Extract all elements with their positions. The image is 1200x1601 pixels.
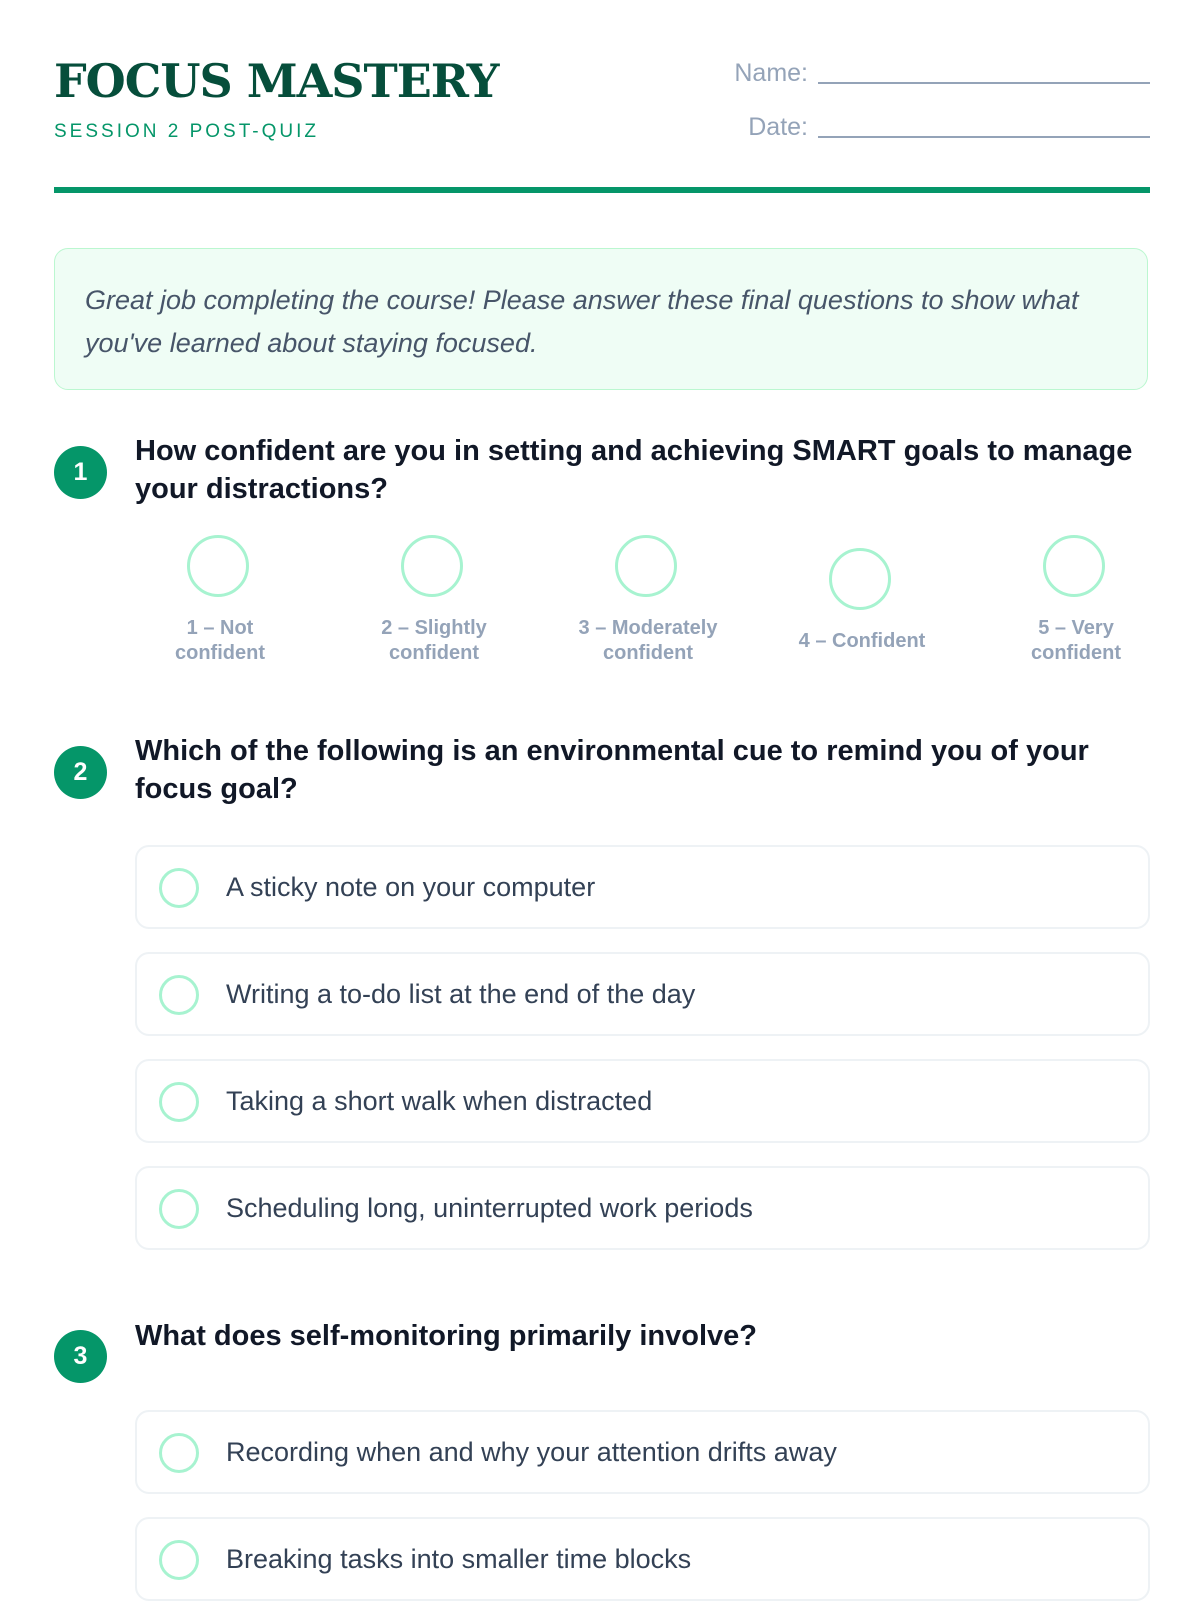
scale-label: 3 – Moderately confident [578,617,718,664]
answer-option[interactable] [135,1166,1150,1250]
answer-option[interactable] [135,1410,1150,1494]
radio-circle-icon[interactable] [159,1082,199,1122]
radio-circle-icon[interactable] [159,1540,199,1580]
page-subtitle: SESSION 2 POST-QUIZ [54,121,319,142]
answer-option[interactable] [135,1059,1150,1143]
answer-label: Taking a short walk when distracted [226,1085,653,1116]
confidence-scale [135,535,1150,675]
scale-label: 4 – Confident [798,630,926,652]
radio-circle-icon[interactable] [159,868,199,908]
intro-text: Great job completing the course! Please answer these final questions to show what you've learned about staying focused. [85,285,1079,358]
name-field [734,58,1150,88]
question-text: What does self-monitoring primarily involve? [135,1320,757,1352]
answer-label: Recording when and why your attention drifts away [226,1436,837,1467]
date-input-line[interactable] [818,135,1150,138]
answer-label: Scheduling long, uninterrupted work periods [226,1192,753,1223]
date-label: Date: [748,113,808,141]
page-title: FOCUS MASTERY [54,54,499,108]
quiz-header [54,0,1150,194]
name-input-line[interactable] [818,81,1150,84]
answer-option[interactable] [135,845,1150,929]
radio-circle-icon[interactable] [401,535,463,597]
answer-label: A sticky note on your computer [226,871,596,902]
question-text: Which of the following is an environmental cue to remind you of your focus goal? [135,735,1089,805]
radio-circle-icon[interactable] [615,535,677,597]
scale-label: 2 – Slightly confident [381,617,487,664]
radio-circle-icon[interactable] [159,1189,199,1229]
date-field [748,112,1150,142]
radio-circle-icon[interactable] [159,975,199,1015]
header-divider [54,187,1150,193]
quiz-page [54,0,1150,1574]
answer-option[interactable] [135,952,1150,1036]
intro-box [54,248,1148,390]
scale-option-2[interactable] [349,535,519,675]
scale-option-4[interactable] [777,535,947,675]
question-text: How confident are you in setting and achieving SMART goals to manage your distractions? [135,435,1133,505]
answer-label: Writing a to-do list at the end of the day [226,978,696,1009]
scale-label: 1 – Not confident [175,617,265,664]
scale-label: 5 – Very confident [1031,617,1121,664]
question-number-badge: 3 [54,1330,107,1383]
scale-option-5[interactable] [991,535,1161,675]
scale-option-3[interactable] [563,535,733,675]
question-number-badge: 1 [54,446,107,499]
radio-circle-icon[interactable] [829,548,891,610]
answer-option[interactable] [135,1517,1150,1601]
radio-circle-icon[interactable] [159,1433,199,1473]
name-label: Name: [734,59,808,87]
question-number-badge: 2 [54,746,107,799]
radio-circle-icon[interactable] [1043,535,1105,597]
answer-label: Breaking tasks into smaller time blocks [226,1543,692,1574]
radio-circle-icon[interactable] [187,535,249,597]
scale-option-1[interactable] [135,535,305,675]
